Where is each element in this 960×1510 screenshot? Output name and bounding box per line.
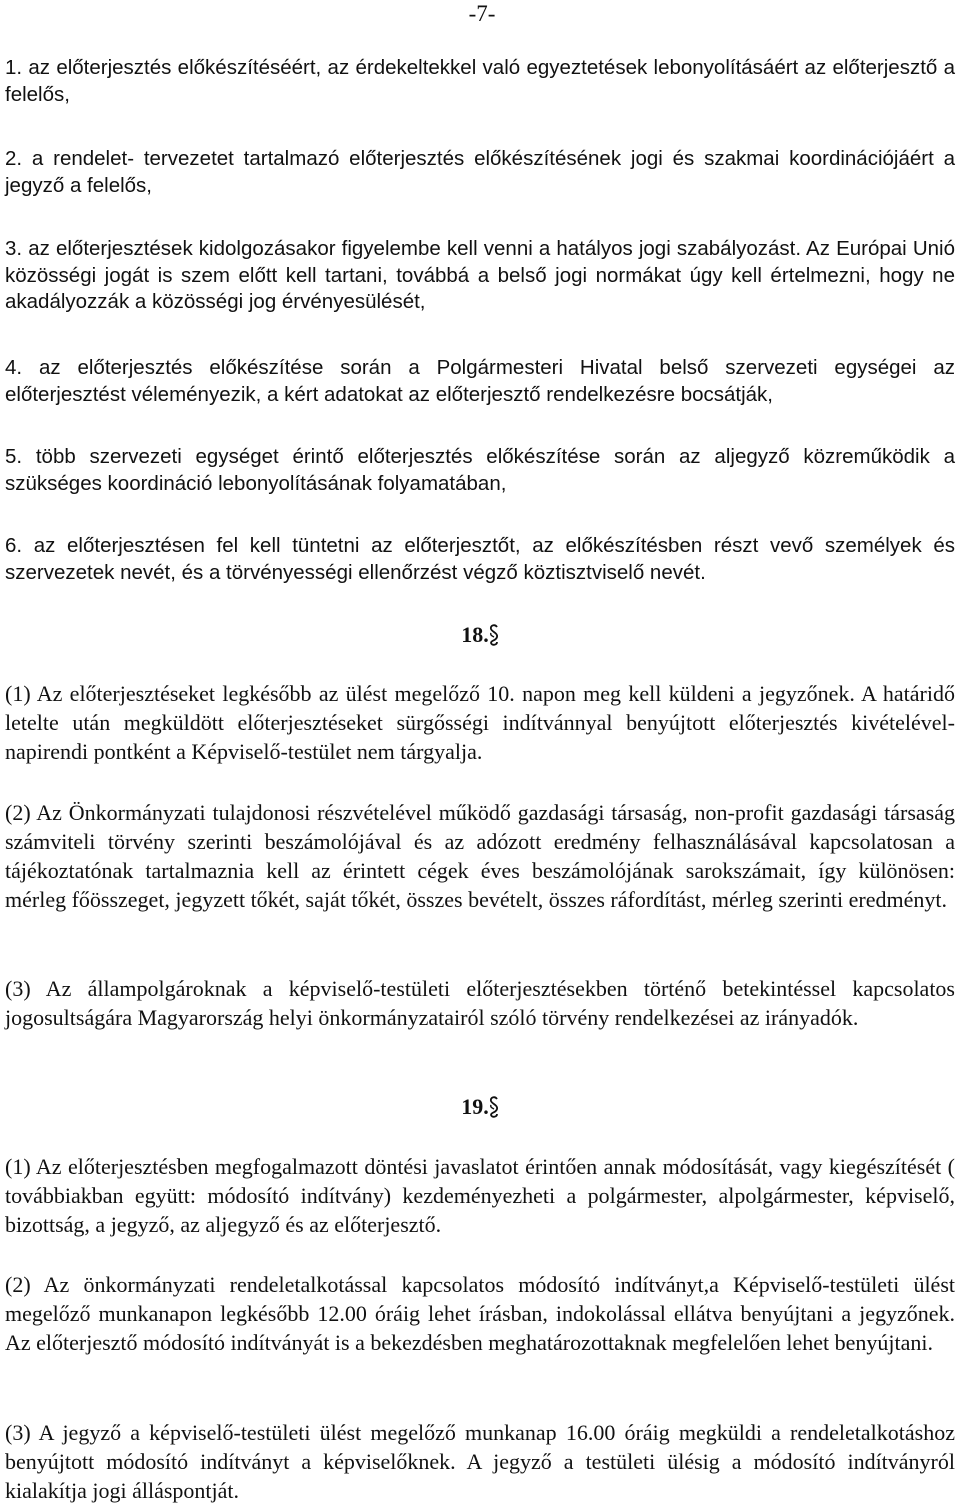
section-sign-icon <box>489 1096 499 1118</box>
page-number: -7- <box>468 1 496 26</box>
section-18-paragraph-2: (2) Az Önkormányzati tulajdonosi részvételével működő gazdasági társaság, non-profit gazdasági társaság számviteli törvény szerinti beszámolójával és az adózott eredmény felhasználásával kapcsolatosan a tájékoztatónak tartalmaznia kell az érintett cégek éves beszámolójának sarokszámait, így különösen: mérleg főösszeget, jegyzett tőkét, saját tőkét, összes bevételt, összes ráfordítást, mérleg szerinti eredményt. <box>5 800 955 912</box>
section-heading-19 <box>0 1093 960 1121</box>
section-18-paragraph-3: (3) Az állampolgároknak a képviselő-testületi előterjesztésekben történő betekintéssel kapcsolatos jogosultságára Magyarország helyi önkormányzatairól szóló törvény rendelkezései az irányadók. <box>5 976 955 1030</box>
list-item-5: 5. több szervezeti egységet érintő előterjesztés előkészítése során az aljegyző közreműködik a szükséges koordináció lebonyolításának folyamatában, <box>5 445 955 495</box>
list-item-3: 3. az előterjesztések kidolgozásakor figyelembe kell venni a hatályos jogi szabályozást. Az Európai Unió közösségi jogát is szem előtt kell tartani, továbbá a belső jogi normákat úgy kell értelmezni, hogy ne akadályozzák a közösségi jog érvényesülését, <box>5 237 955 313</box>
section-number: 19. <box>461 1094 489 1119</box>
section-19-paragraph-1: (1) Az előterjesztésben megfogalmazott döntési javaslatot érintően annak módosítását, vagy kiegészítését ( továbbiakban együtt: módosító indítvány) kezdeményezheti a polgármester, alpolgármester, képviselő, bizottság, a jegyző, az aljegyző és az előterjesztő. <box>5 1154 955 1237</box>
section-number: 18. <box>461 622 489 647</box>
list-item-4: 4. az előterjesztés előkészítése során a Polgármesteri Hivatal belső szervezeti egységei az előterjesztést véleményezik, a kért adatokat az előterjesztő rendelkezésre bocsátják, <box>5 356 955 406</box>
list-item-6: 6. az előterjesztésen fel kell tüntetni az előterjesztőt, az előkészítésben részt vevő személyek és szervezetek nevét, és a törvényességi ellenőrzést végző köztisztviselő nevét. <box>5 534 955 584</box>
section-18-paragraph-1: (1) Az előterjesztéseket legkésőbb az ülést megelőző 10. napon meg kell küldeni a jegyzőnek. A határidő letelte után megküldött előterjesztéseket sürgősségi indítvánnyal benyújtott előterjesztés kivételével- napirendi pontként a Képviselő-testület nem tárgyalja. <box>5 681 955 764</box>
list-item-2: 2. a rendelet- tervezetet tartalmazó előterjesztés előkészítésének jogi és szakmai koordinációjáért a jegyző a felelős, <box>5 147 955 197</box>
section-sign-icon <box>489 624 499 646</box>
section-19-paragraph-2: (2) Az önkormányzati rendeletalkotással kapcsolatos módosító indítványt,a Képviselő-testületi ülést megelőző munkanapon legkésőbb 12.00 óráig lehet írásban, indokolással ellátva benyújtani a jegyzőnek. Az előterjesztő módosító indítványát is a bekezdésben meghatározottaknak megfelelően lehet benyújtani. <box>5 1272 955 1355</box>
list-item-1: 1. az előterjesztés előkészítéséért, az érdekeltekkel való egyeztetések lebonyolításáért az előterjesztő a felelős, <box>5 56 955 106</box>
section-heading-18 <box>0 621 960 649</box>
section-19-paragraph-3: (3) A jegyző a képviselő-testületi ülést megelőző munkanap 16.00 óráig megküldi a rendeletalkotáshoz benyújtott módosító indítványt a képviselőknek. A jegyző a testületi ülésig a módosító indítványról kialakítja jogi álláspontját. <box>5 1420 955 1503</box>
